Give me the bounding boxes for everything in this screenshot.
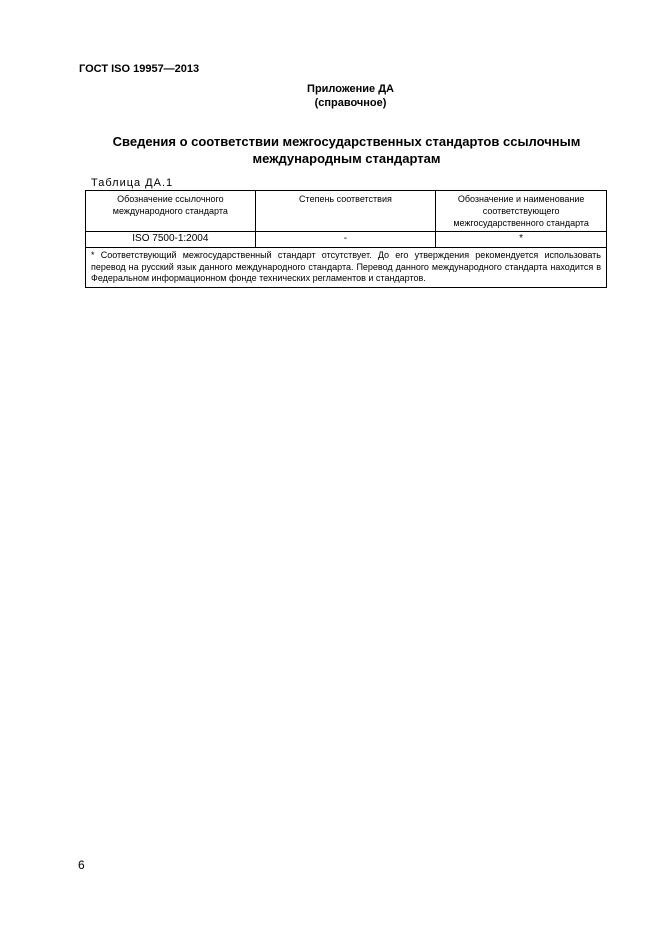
page-number: 6	[78, 858, 85, 872]
column-header: Степень соответствия	[255, 191, 436, 232]
table-header-row	[86, 191, 607, 232]
table-cell: -	[255, 232, 436, 248]
document-code: ГОСТ ISO 19957—2013	[79, 63, 200, 75]
table-note-row	[86, 248, 607, 288]
table-footnote: * Соответствующий межгосударственный стандарт отсутствует. До его утверждения рекомендуется использовать перевод на русский язык данного международного стандарта. Перевод данного международного стандарта находится в Федеральном информационном фонде технических регламентов и стандартов.	[86, 248, 607, 288]
column-header: Обозначение ссылочного международного стандарта	[86, 191, 256, 232]
table-caption: Таблица ДА.1	[91, 177, 174, 189]
heading-line-2: международным стандартам	[252, 151, 441, 166]
appendix-title	[0, 82, 661, 110]
column-header: Обозначение и наименование соответствующего межгосударственного стандарта	[436, 191, 607, 232]
table-cell: ISO 7500-1:2004	[86, 232, 256, 248]
heading-line-1: Сведения о соответствии межгосударственных стандартов ссылочным	[112, 134, 581, 149]
table-row	[86, 232, 607, 248]
appendix-label: Приложение ДА	[307, 83, 394, 95]
appendix-type: (справочное)	[314, 97, 387, 109]
table-cell: *	[436, 232, 607, 248]
correspondence-table	[85, 190, 607, 288]
section-heading	[60, 133, 633, 167]
